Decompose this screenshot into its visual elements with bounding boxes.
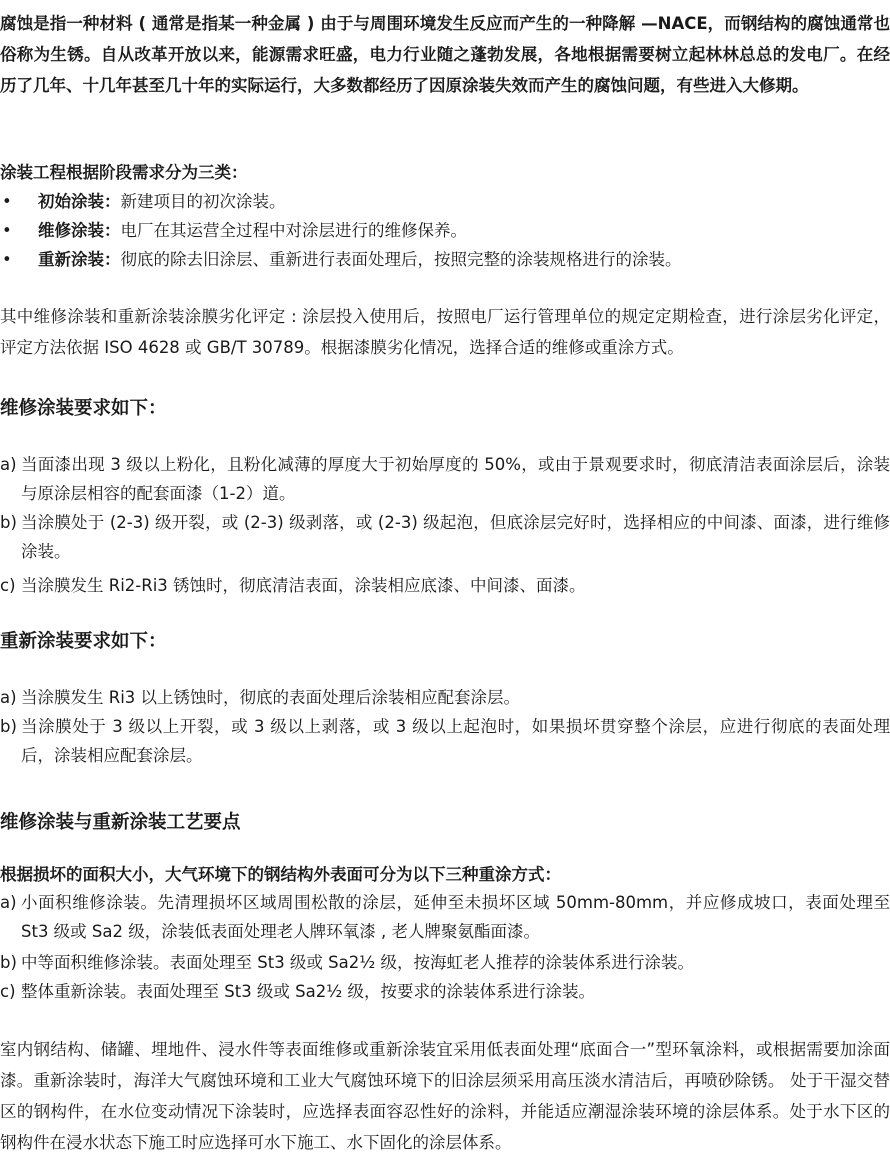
list-item	[0, 948, 890, 977]
bullet-icon: •	[2, 250, 12, 269]
list-item	[0, 888, 890, 946]
item-text: 整体重新涂装。表面处理至 St3 级或 Sa2½ 级，按要求的涂装体系进行涂装。	[21, 982, 595, 1001]
list-item	[0, 977, 890, 1006]
recoating-heading: 重新涂装要求如下：	[0, 631, 167, 652]
categories-title: 涂装工程根据阶段需求分为三类：	[0, 163, 248, 182]
list-item	[0, 571, 890, 600]
item-text: 当涂膜发生 Ri2-Ri3 锈蚀时，彻底清洁表面，涂装相应底漆、中间漆、面漆。	[21, 576, 586, 595]
item-text: 当涂膜处于 (2-3) 级开裂，或 (2-3) 级剥落，或 (2-3) 级起泡，但底涂层完好时，选择相应的中间漆、面漆，进行维修涂装。	[21, 513, 890, 561]
closing-paragraph: 室内钢结构、储罐、埋地件、浸水件等表面维修或重新涂装宜采用低表面处理“底面合一”型环氧涂料，或根据需要加涂面漆。重新涂装时，海洋大气腐蚀环境和工业大气腐蚀环境下的旧涂层须采用高压淡水清洁后，再喷砂除锈。 处于干湿交替区的钢构件，在水位变动情况下涂装时，应选择表面容忍性好的涂料，并能适应潮湿涂装环境的涂层体系。处于水下区的钢构件在浸水状态下施工时应选择可水下施工、水下固化的涂层体系。	[0, 1040, 890, 1152]
intro-paragraph: 腐蚀是指一种材料 ( 通常是指某一种金属 ) 由于与周围环境发生反应而产生的一种降解 —NACE，而钢结构的腐蚀通常也俗称为生锈。自从改革开放以来，能源需求旺盛，电力行业随之蓬勃发展，各地根据需要树立起林林总总的发电厂。在经历了几年、十几年甚至几十年的实际运行，大多数都经历了因原涂装失效而产生的腐蚀问题，有些进入大修期。	[0, 14, 890, 95]
category-desc: 新建项目的初次涂装。	[120, 192, 286, 211]
list-item	[0, 683, 890, 712]
item-marker: b)	[0, 953, 17, 972]
bullet-icon: •	[2, 221, 12, 240]
item-text: 小面积维修涂装。先清理损坏区域周围松散的涂层，延伸至未损坏区域 50mm-80mm，并应修成坡口，表面处理至 St3 级或 Sa2 级，涂装低表面处理老人牌环氧漆 , 老人牌聚氨酯面漆。	[21, 893, 890, 941]
item-text: 当面漆出现 3 级以上粉化，且粉化减薄的厚度大于初始厚度的 50%，或由于景观要求时，彻底清洁表面涂层后，涂装与原涂层相容的配套面漆（1-2）道。	[21, 455, 890, 503]
item-marker: b)	[0, 717, 17, 736]
category-term: 重新涂装：	[38, 250, 121, 269]
list-item	[0, 450, 890, 508]
list-item	[0, 508, 890, 566]
item-marker: c)	[0, 576, 16, 595]
item-marker: c)	[0, 982, 16, 1001]
item-marker: a)	[0, 688, 17, 707]
item-text: 当涂膜处于 3 级以上开裂，或 3 级以上剥落，或 3 级以上起泡时，如果损坏贯穿整个涂层，应进行彻底的表面处理后，涂装相应配套涂层。	[21, 717, 890, 765]
item-text: 当涂膜发生 Ri3 以上锈蚀时，彻底的表面处理后涂装相应配套涂层。	[21, 688, 521, 707]
item-marker: b)	[0, 513, 17, 532]
item-marker: a)	[0, 893, 17, 912]
item-marker: a)	[0, 455, 17, 474]
category-desc: 彻底的除去旧涂层、重新进行表面处理后，按照完整的涂装规格进行的涂装。	[120, 250, 682, 269]
category-desc: 电厂在其运营全过程中对涂层进行的维修保养。	[120, 221, 467, 240]
process-lead: 根据损坏的面积大小，大气环境下的钢结构外表面可分为以下三种重涂方式：	[0, 865, 561, 884]
bullet-icon: •	[2, 192, 12, 211]
evaluation-paragraph: 其中维修涂装和重新涂装涂膜劣化评定 : 涂层投入使用后，按照电厂运行管理单位的规定定期检查，进行涂层劣化评定，评定方法依据 ISO 4628 或 GB/T 30789。根据漆膜劣化情况，选择合适的维修或重涂方式。	[0, 307, 890, 357]
maintenance-heading: 维修涂装要求如下：	[0, 398, 167, 419]
category-term: 维修涂装：	[38, 221, 121, 240]
category-term: 初始涂装：	[38, 192, 121, 211]
item-text: 中等面积维修涂装。表面处理至 St3 级或 Sa2½ 级，按海虹老人推荐的涂装体系进行涂装。	[21, 953, 694, 972]
list-item	[0, 712, 890, 770]
process-heading: 维修涂装与重新涂装工艺要点	[0, 812, 241, 833]
